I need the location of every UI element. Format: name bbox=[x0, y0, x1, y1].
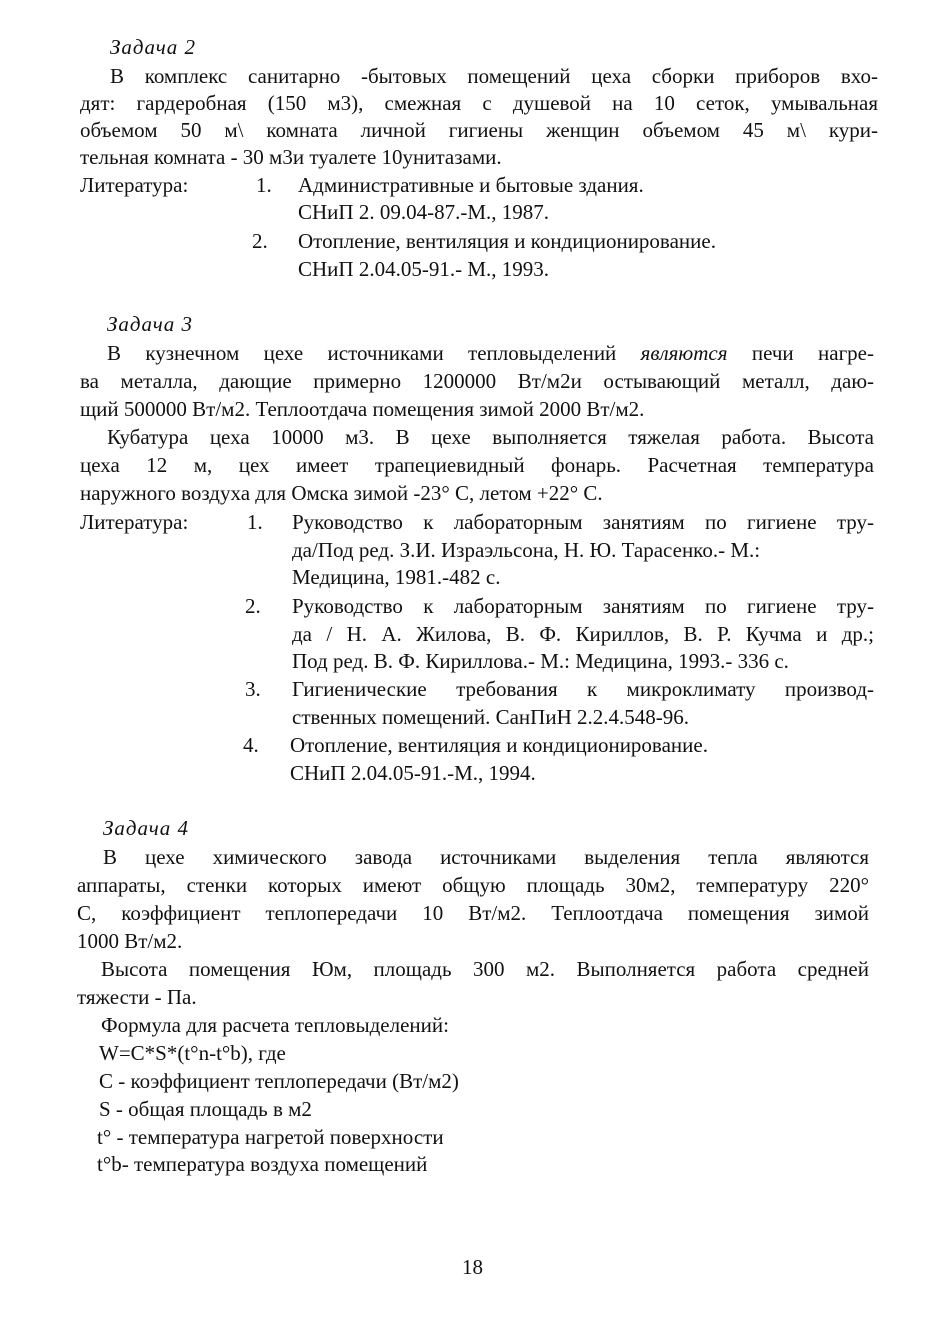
reference-line: да / Н. А. Жилова, В. Ф. Кириллов, В. Р. Кучма и др.; bbox=[292, 622, 874, 646]
reference-line: СНиП 2. 09.04-87.-М., 1987. bbox=[298, 200, 549, 224]
literature-label: Литература: bbox=[80, 173, 189, 197]
reference-line: да/Под ред. З.И. Израэльсона, Н. Ю. Тарасенко.- М.: bbox=[292, 538, 761, 562]
task-4-text-line: 1000 Вт/м2. bbox=[77, 929, 183, 953]
reference-line: СНиП 2.04.05-91.-М., 1994. bbox=[290, 761, 536, 785]
formula-definition: С - коэффициент теплопередачи (Вт/м2) bbox=[99, 1069, 459, 1093]
task-4-title: Задача 4 bbox=[103, 816, 190, 840]
reference-number: 1. bbox=[256, 173, 272, 197]
reference-line: Отопление, вентиляция и кондиционирование. bbox=[290, 733, 708, 757]
reference-line: Под ред. В. Ф. Кириллова.- М.: Медицина, 1993.- 336 с. bbox=[292, 649, 789, 673]
reference-line: Руководство к лабораторным занятиям по гигиене тру- bbox=[292, 594, 874, 618]
task-3-text-line: наружного воздуха для Омска зимой -23° С, летом +22° С. bbox=[80, 481, 603, 505]
reference-line: СНиП 2.04.05-91.- М., 1993. bbox=[298, 257, 549, 281]
task-3-title: Задача 3 bbox=[107, 312, 194, 336]
reference-number: 2. bbox=[252, 229, 268, 253]
formula-definition: t°b- температура воздуха помещений bbox=[97, 1152, 428, 1176]
reference-number: 1. bbox=[247, 510, 263, 534]
task-2-text-line: дят: гардеробная (150 м3), смежная с душевой на 10 сеток, умывальная bbox=[80, 91, 878, 115]
page-number: 18 bbox=[462, 1255, 483, 1279]
reference-line: Отопление, вентиляция и кондиционирование. bbox=[298, 229, 716, 253]
task-2-text-line: тельная комната - 30 м3и туалете 10унитазами. bbox=[80, 145, 502, 169]
task-3-text-line: В кузнечном цехе источниками тепловыделений являются печи нагре- bbox=[107, 341, 874, 365]
reference-line: Административные и бытовые здания. bbox=[298, 173, 644, 197]
formula-intro: Формула для расчета тепловыделений: bbox=[101, 1013, 449, 1037]
task-4-text-line: В цехе химического завода источниками выделения тепла являются bbox=[103, 845, 869, 869]
task-3-text-line: ва металла, дающие примерно 1200000 Вт/м2и остывающий металл, даю- bbox=[80, 369, 874, 393]
task-2-title: Задача 2 bbox=[110, 35, 197, 59]
formula-definition: S - общая площадь в м2 bbox=[99, 1097, 312, 1121]
task-4-text-line: аппараты, стенки которых имеют общую площадь 30м2, температуру 220° bbox=[77, 873, 869, 897]
italic-emphasis: являются bbox=[640, 341, 728, 365]
task-2-text-line: объемом 50 м\ комната личной гигиены женщин объемом 45 м\ кури- bbox=[80, 118, 878, 142]
reference-number: 2. bbox=[245, 594, 261, 618]
task-4-text-line: тяжести - Па. bbox=[77, 985, 197, 1009]
literature-label: Литература: bbox=[80, 510, 189, 534]
reference-line: Медицина, 1981.-482 с. bbox=[292, 565, 501, 589]
task-4-text-line: Высота помещения Юм, площадь 300 м2. Выполняется работа средней bbox=[101, 957, 869, 981]
reference-number: 4. bbox=[243, 733, 259, 757]
formula-definition: t° - температура нагретой поверхности bbox=[97, 1125, 444, 1149]
task-4-text-line: С, коэффициент теплопередачи 10 Вт/м2. Теплоотдача помещения зимой bbox=[77, 901, 869, 925]
task-3-text-line: Кубатура цеха 10000 м3. В цехе выполняется тяжелая работа. Высота bbox=[107, 425, 874, 449]
reference-line: Руководство к лабораторным занятиям по гигиене тру- bbox=[292, 510, 874, 534]
formula: W=С*S*(t°n-t°b), где bbox=[99, 1041, 286, 1065]
task-3-text-line: цеха 12 м, цех имеет трапециевидный фонарь. Расчетная температура bbox=[80, 453, 874, 477]
reference-line: ственных помещений. СанПиН 2.2.4.548-96. bbox=[292, 705, 689, 729]
reference-number: 3. bbox=[245, 677, 261, 701]
reference-line: Гигиенические требования к микроклимату производ- bbox=[292, 677, 874, 701]
task-3-text-line: щий 500000 Вт/м2. Теплоотдача помещения зимой 2000 Вт/м2. bbox=[80, 397, 645, 421]
task-2-text-line: В комплекс санитарно -бытовых помещений цеха сборки приборов вхо- bbox=[110, 64, 878, 88]
